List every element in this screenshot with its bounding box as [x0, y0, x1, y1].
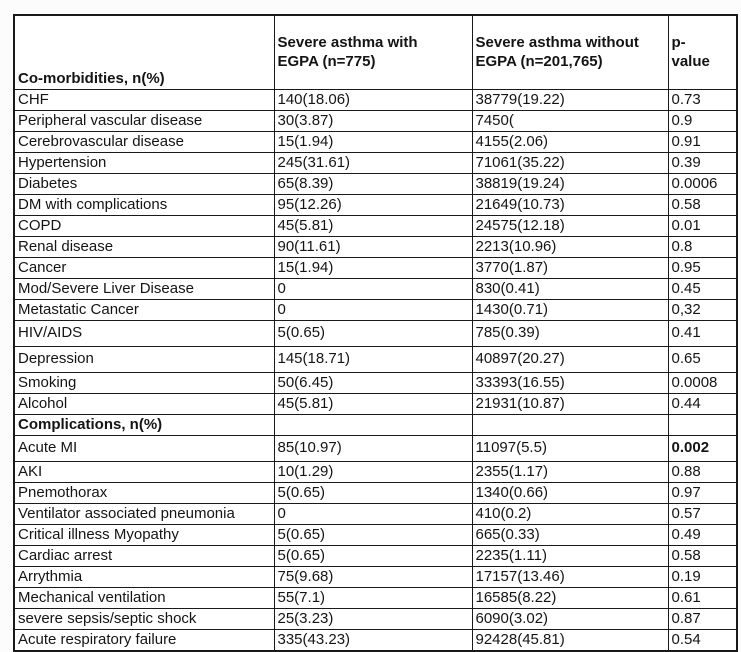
without-egpa-value: 7450( [472, 111, 668, 132]
with-egpa-value: 95(12.26) [274, 195, 472, 216]
complication-label: AKI [14, 462, 274, 483]
without-egpa-value: 16585(8.22) [472, 588, 668, 609]
row-mod-severe-liver-disease [14, 279, 737, 300]
p-value: 0,32 [668, 300, 737, 321]
row-acute-respiratory-failure [14, 630, 737, 652]
row-depression [14, 347, 737, 373]
p-value: 0.91 [668, 132, 737, 153]
row-cancer [14, 258, 737, 279]
comorbidity-label: Cancer [14, 258, 274, 279]
without-egpa-value: 410(0.2) [472, 504, 668, 525]
with-egpa-value: 5(0.65) [274, 525, 472, 546]
row-critical-illness-myopathy [14, 525, 737, 546]
without-egpa-value: 33393(16.55) [472, 373, 668, 394]
with-egpa-value: 245(31.61) [274, 153, 472, 174]
column-header-comorbidities: Co-morbidities, n(%) [14, 15, 274, 90]
without-egpa-value: 2355(1.17) [472, 462, 668, 483]
row-mechanical-ventilation [14, 588, 737, 609]
column-header-with-egpa [274, 15, 472, 90]
complication-label: Mechanical ventilation [14, 588, 274, 609]
complication-label: Critical illness Myopathy [14, 525, 274, 546]
p-value: 0.44 [668, 394, 737, 415]
complication-label: Acute respiratory failure [14, 630, 274, 652]
with-egpa-value: 75(9.68) [274, 567, 472, 588]
row-cerebrovascular-disease [14, 132, 737, 153]
without-egpa-value: 2235(1.11) [472, 546, 668, 567]
p-value: 0.58 [668, 195, 737, 216]
comorbidity-label: Mod/Severe Liver Disease [14, 279, 274, 300]
comorbidity-label: Smoking [14, 373, 274, 394]
without-egpa-value: 24575(12.18) [472, 216, 668, 237]
p-value: 0.002 [668, 436, 737, 462]
comorbidity-label: Hypertension [14, 153, 274, 174]
complication-label: severe sepsis/septic shock [14, 609, 274, 630]
p-value: 0.9 [668, 111, 737, 132]
p-value: 0.41 [668, 321, 737, 347]
p-value: 0.65 [668, 347, 737, 373]
row-ventilator-associated-pneumonia [14, 504, 737, 525]
p-value [668, 415, 737, 436]
without-egpa-value: 40897(20.27) [472, 347, 668, 373]
column-header-without-egpa [472, 15, 668, 90]
without-egpa-value: 21931(10.87) [472, 394, 668, 415]
p-value: 0.45 [668, 279, 737, 300]
row-renal-disease [14, 237, 737, 258]
without-egpa-value: 11097(5.5) [472, 436, 668, 462]
comorbidities-table-sheet [13, 14, 738, 652]
p-value: 0.95 [668, 258, 737, 279]
with-egpa-value: 140(18.06) [274, 90, 472, 111]
row-hypertension [14, 153, 737, 174]
with-egpa-value: 30(3.87) [274, 111, 472, 132]
comorbidity-label: Depression [14, 347, 274, 373]
complication-label: Arrythmia [14, 567, 274, 588]
row-aki [14, 462, 737, 483]
p-value: 0.8 [668, 237, 737, 258]
row-cardiac-arrest [14, 546, 737, 567]
comorbidity-label: Alcohol [14, 394, 274, 415]
without-egpa-value: 17157(13.46) [472, 567, 668, 588]
with-egpa-value: 10(1.29) [274, 462, 472, 483]
with-egpa-value: 0 [274, 279, 472, 300]
comorbidities-complications-table [13, 14, 738, 652]
comorbidity-label: HIV/AIDS [14, 321, 274, 347]
with-egpa-value: 50(6.45) [274, 373, 472, 394]
comorbidity-label: Diabetes [14, 174, 274, 195]
complication-label: Ventilator associated pneumonia [14, 504, 274, 525]
p-value: 0.58 [668, 546, 737, 567]
without-egpa-value [472, 415, 668, 436]
with-egpa-value: 15(1.94) [274, 258, 472, 279]
column-header-with-egpa-line2: EGPA (n=775) [277, 52, 376, 70]
with-egpa-value: 85(10.97) [274, 436, 472, 462]
row-peripheral-vascular-disease [14, 111, 737, 132]
without-egpa-value: 6090(3.02) [472, 609, 668, 630]
without-egpa-value: 38819(19.24) [472, 174, 668, 195]
row-dm-with-complications [14, 195, 737, 216]
with-egpa-value: 65(8.39) [274, 174, 472, 195]
without-egpa-value: 38779(19.22) [472, 90, 668, 111]
without-egpa-value: 3770(1.87) [472, 258, 668, 279]
comorbidity-label: Peripheral vascular disease [14, 111, 274, 132]
comorbidity-label: COPD [14, 216, 274, 237]
without-egpa-value: 785(0.39) [472, 321, 668, 347]
without-egpa-value: 1430(0.71) [472, 300, 668, 321]
p-value: 0.0008 [668, 373, 737, 394]
without-egpa-value: 21649(10.73) [472, 195, 668, 216]
comorbidity-label: DM with complications [14, 195, 274, 216]
row-acute-mi [14, 436, 737, 462]
p-value: 0.97 [668, 483, 737, 504]
without-egpa-value: 2213(10.96) [472, 237, 668, 258]
column-header-p-value-line1: p- [671, 34, 686, 52]
p-value: 0.01 [668, 216, 737, 237]
with-egpa-value: 15(1.94) [274, 132, 472, 153]
comorbidity-label: Renal disease [14, 237, 274, 258]
row-pnemothorax [14, 483, 737, 504]
with-egpa-value: 0 [274, 504, 472, 525]
row-arrythmia [14, 567, 737, 588]
with-egpa-value: 45(5.81) [274, 394, 472, 415]
p-value: 0.87 [668, 609, 737, 630]
with-egpa-value: 55(7.1) [274, 588, 472, 609]
p-value: 0.39 [668, 153, 737, 174]
with-egpa-value: 5(0.65) [274, 546, 472, 567]
comorbidity-label: Cerebrovascular disease [14, 132, 274, 153]
row-metastatic-cancer [14, 300, 737, 321]
row-severe-sepsis-septic-shock [14, 609, 737, 630]
p-value: 0.54 [668, 630, 737, 652]
comorbidity-label: CHF [14, 90, 274, 111]
header-row [14, 15, 737, 90]
section-label: Complications, n(%) [14, 415, 274, 436]
with-egpa-value: 25(3.23) [274, 609, 472, 630]
p-value: 0.0006 [668, 174, 737, 195]
with-egpa-value: 90(11.61) [274, 237, 472, 258]
without-egpa-value: 1340(0.66) [472, 483, 668, 504]
column-header-p-value-line2: value [671, 52, 710, 70]
complication-label: Acute MI [14, 436, 274, 462]
column-header-without-egpa-line2: EGPA (n=201,765) [475, 52, 603, 70]
row-complications-section-header [14, 415, 737, 436]
complication-label: Pnemothorax [14, 483, 274, 504]
row-copd [14, 216, 737, 237]
column-header-without-egpa-line1: Severe asthma without [475, 34, 639, 52]
p-value: 0.49 [668, 525, 737, 546]
p-value: 0.88 [668, 462, 737, 483]
without-egpa-value: 92428(45.81) [472, 630, 668, 652]
without-egpa-value: 665(0.33) [472, 525, 668, 546]
comorbidity-label: Metastatic Cancer [14, 300, 274, 321]
p-value: 0.57 [668, 504, 737, 525]
p-value: 0.19 [668, 567, 737, 588]
row-chf [14, 90, 737, 111]
with-egpa-value [274, 415, 472, 436]
without-egpa-value: 71061(35.22) [472, 153, 668, 174]
complication-label: Cardiac arrest [14, 546, 274, 567]
without-egpa-value: 830(0.41) [472, 279, 668, 300]
with-egpa-value: 0 [274, 300, 472, 321]
with-egpa-value: 5(0.65) [274, 483, 472, 504]
with-egpa-value: 45(5.81) [274, 216, 472, 237]
p-value: 0.73 [668, 90, 737, 111]
with-egpa-value: 335(43.23) [274, 630, 472, 652]
column-header-p-value [668, 15, 737, 90]
row-smoking [14, 373, 737, 394]
row-hiv-aids [14, 321, 737, 347]
with-egpa-value: 145(18.71) [274, 347, 472, 373]
without-egpa-value: 4155(2.06) [472, 132, 668, 153]
row-alcohol [14, 394, 737, 415]
with-egpa-value: 5(0.65) [274, 321, 472, 347]
row-diabetes [14, 174, 737, 195]
p-value: 0.61 [668, 588, 737, 609]
column-header-with-egpa-line1: Severe asthma with [277, 34, 418, 52]
